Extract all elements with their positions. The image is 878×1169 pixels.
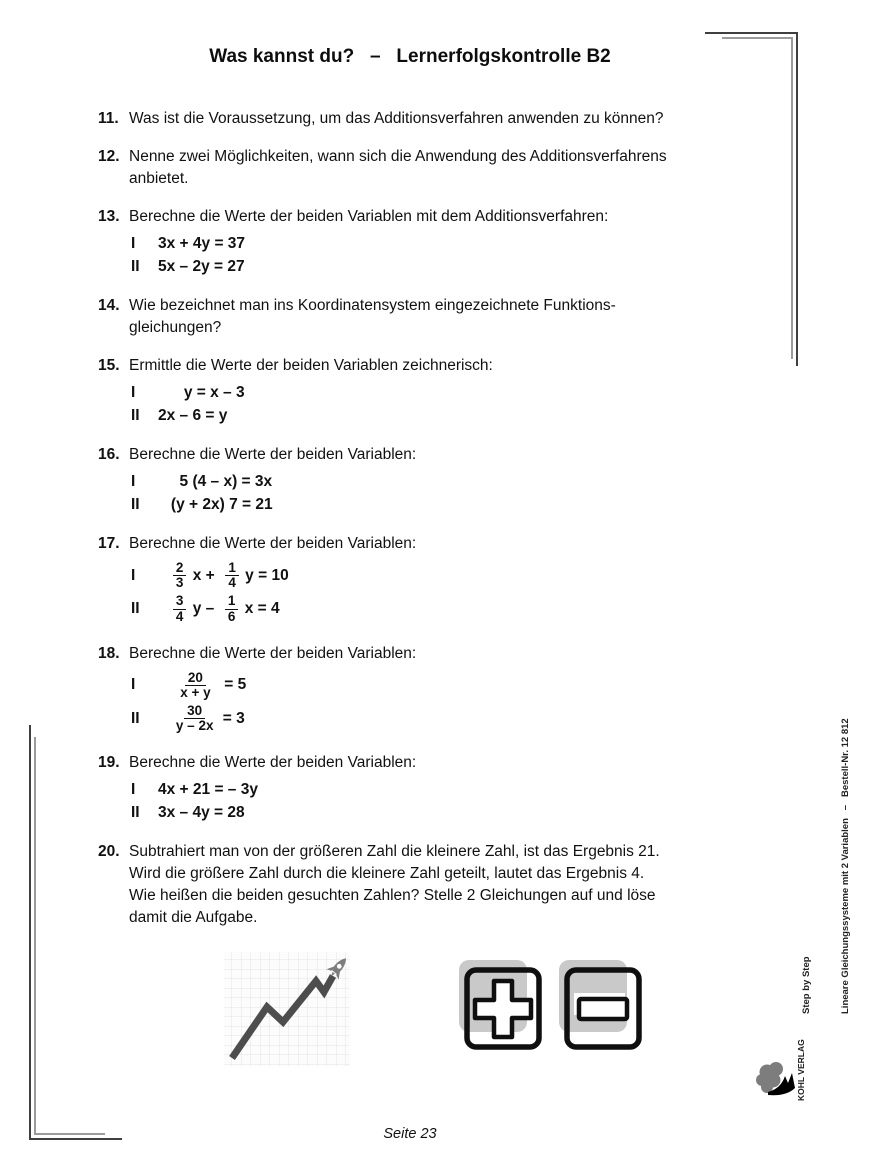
equation-text [158, 676, 175, 694]
question-number: 20. [98, 843, 120, 861]
kohl-verlag-tree-icon [756, 1062, 795, 1095]
equation [158, 407, 227, 425]
question-text-line: Berechne die Werte der beiden Variablen: [129, 535, 417, 552]
question-text-line: Wie bezeichnet man ins Koordinatensystem eingezeichnete Funktions- [129, 297, 616, 314]
bottom-left-corner-line-gray [34, 737, 105, 1135]
equation-row [131, 233, 718, 254]
question-text-line: Berechne die Werte der beiden Variablen: [129, 644, 417, 662]
question-text-line: Berechne die Werte der beiden Variablen: [129, 446, 417, 463]
equation-text: 4x + 21 = – 3y [158, 780, 258, 798]
question-text-line: Nenne zwei Möglichkeiten, wann sich die Anwendung des Additionsverfahrens [129, 148, 667, 165]
equation-text [158, 567, 171, 585]
fraction [177, 671, 213, 700]
question-block [98, 643, 718, 737]
equation [158, 384, 245, 402]
question-body [129, 295, 718, 339]
fraction-denominator: 3 [175, 575, 184, 591]
question-body [129, 444, 718, 517]
equation-group [131, 560, 718, 625]
equation-text: x = 4 [240, 600, 280, 618]
equation-text [158, 710, 171, 728]
fraction [173, 561, 187, 590]
top-right-corner-line-dark [705, 32, 798, 366]
equation-text: 3x – 4y = 28 [158, 803, 245, 821]
question-text-line: Berechne die Werte der beiden Variablen mit dem Additionsverfahren: [129, 208, 609, 225]
fraction-denominator: 4 [228, 575, 236, 591]
question-number: 18. [98, 644, 120, 662]
fraction [225, 594, 239, 623]
equation-row [131, 779, 718, 800]
question-body [129, 841, 718, 929]
sidebar-imprint [774, 682, 878, 1014]
equation-row [131, 471, 718, 492]
publisher-logo-text: KOHL VERLAG [796, 1039, 806, 1101]
question-number: 11. [98, 110, 119, 127]
equation-label: I [131, 676, 136, 694]
question-number: 14. [98, 297, 120, 314]
fraction [173, 704, 217, 733]
plus-icon [459, 960, 545, 1057]
fraction-numerator: 30 [184, 704, 205, 719]
question-text-line: Berechne die Werte der beiden Variablen: [129, 754, 417, 772]
equation-label: II [131, 257, 140, 275]
equation [158, 703, 245, 734]
equation-text: (y + 2x) 7 = 21 [158, 495, 273, 513]
question-text-line: anbietet. [129, 170, 189, 187]
fraction-denominator: y – 2x [175, 718, 214, 734]
equation-row [131, 256, 718, 277]
equation [158, 496, 273, 514]
question-number: 16. [98, 446, 120, 463]
question-text-line: damit die Aufgabe. [129, 909, 258, 927]
equation-row [131, 405, 718, 426]
equation-group [131, 471, 718, 515]
growth-chart-rocket-icon [222, 950, 352, 1073]
equation-text: 5 (4 – x) = 3x [158, 472, 273, 490]
equation-row [131, 560, 718, 591]
question-block [98, 355, 718, 428]
question-number: 15. [98, 357, 120, 374]
equation-group [131, 233, 718, 277]
question-text-line: Wie heißen die beiden gesuchten Zahlen? Stelle 2 Gleichungen auf und löse [129, 887, 656, 905]
equation-text: 2x – 6 = y [158, 406, 228, 424]
question-body [129, 108, 718, 130]
equation-label: II [131, 600, 140, 618]
fraction-numerator: 2 [173, 561, 187, 576]
equation-text: y – [188, 600, 223, 618]
question-body [129, 206, 718, 279]
sidebar-series-label: Step by Step [801, 956, 812, 1014]
question-body [129, 752, 718, 825]
question-block [98, 108, 718, 130]
equation-text: 3x + 4y = 37 [158, 234, 246, 252]
questions-list [98, 108, 718, 945]
equation-text [158, 600, 171, 618]
question-number: 12. [98, 148, 120, 165]
equation-row [131, 382, 718, 403]
equation-label: I [131, 566, 136, 584]
equation-text: 5x – 2y = 27 [158, 257, 245, 275]
equation-label: II [131, 709, 140, 727]
equation-row [131, 703, 718, 734]
question-body [129, 533, 718, 627]
equation-group [131, 382, 718, 426]
question-block [98, 206, 718, 279]
question-number: 13. [98, 208, 120, 225]
equation-label: I [131, 472, 136, 490]
equation-group [131, 670, 718, 735]
page-footer: Seite 23 [383, 1126, 437, 1142]
question-block [98, 533, 718, 627]
question-number: 17. [98, 535, 120, 552]
question-text-line: Wird die größere Zahl durch die kleinere Zahl geteilt, lautet das Ergebnis 4. [129, 865, 645, 883]
publisher-logo [752, 1028, 812, 1103]
question-block [98, 752, 718, 825]
equation-text: = 5 [215, 676, 247, 694]
fraction-denominator: 6 [227, 608, 236, 624]
question-text-line: Ermittle die Werte der beiden Variablen zeichnerisch: [129, 357, 493, 374]
question-block [98, 444, 718, 517]
question-text-line: gleichungen? [129, 319, 222, 336]
question-body [129, 355, 718, 428]
equation [158, 258, 245, 276]
fraction-numerator: 1 [225, 561, 239, 576]
equation [158, 473, 272, 491]
equation [158, 235, 245, 253]
equation-text: y = 10 [240, 566, 289, 584]
equation [158, 670, 246, 701]
fraction-denominator: 4 [175, 608, 184, 624]
equation-label: II [131, 406, 140, 424]
fraction-numerator: 20 [185, 671, 206, 686]
question-block [98, 295, 718, 339]
question-body [129, 146, 718, 190]
equation-row [131, 802, 718, 823]
equation-row [131, 670, 718, 701]
equation-label: I [131, 780, 136, 798]
equation-group [131, 779, 718, 823]
fraction [173, 594, 187, 623]
equation-text: x + [188, 566, 224, 584]
fraction [225, 561, 239, 590]
minus-icon [559, 960, 645, 1057]
question-body [129, 643, 718, 737]
equation [158, 804, 245, 822]
equation-text: = 3 [218, 709, 245, 727]
question-block [98, 146, 718, 190]
equation-text: y = x – 3 [158, 383, 245, 401]
equation-label: I [131, 383, 136, 401]
equation-label: II [131, 495, 140, 513]
question-block [98, 841, 718, 929]
equation-row [131, 494, 718, 515]
question-text-line: Subtrahiert man von der größeren Zahl die kleinere Zahl, ist das Ergebnis 21. [129, 843, 660, 861]
fraction-denominator: x + y [180, 684, 211, 700]
equation-label: II [131, 803, 140, 821]
equation [158, 593, 280, 624]
sidebar-title-and-order-number: Lineare Gleichungssysteme mit 2 Variablen – Bestell-Nr. 12 812 [840, 718, 851, 1014]
top-right-corner-line-gray [722, 37, 793, 359]
fraction-numerator: 3 [173, 594, 187, 609]
equation [158, 781, 258, 799]
fraction-numerator: 1 [225, 594, 239, 609]
question-number: 19. [98, 754, 120, 772]
question-text-line: Was ist die Voraussetzung, um das Additionsverfahren anwenden zu können? [129, 110, 664, 127]
equation [158, 560, 289, 591]
page-title: Was kannst du? – Lernerfolgskontrolle B2 [209, 46, 611, 67]
equation-label: I [131, 234, 136, 252]
equation-row [131, 593, 718, 624]
